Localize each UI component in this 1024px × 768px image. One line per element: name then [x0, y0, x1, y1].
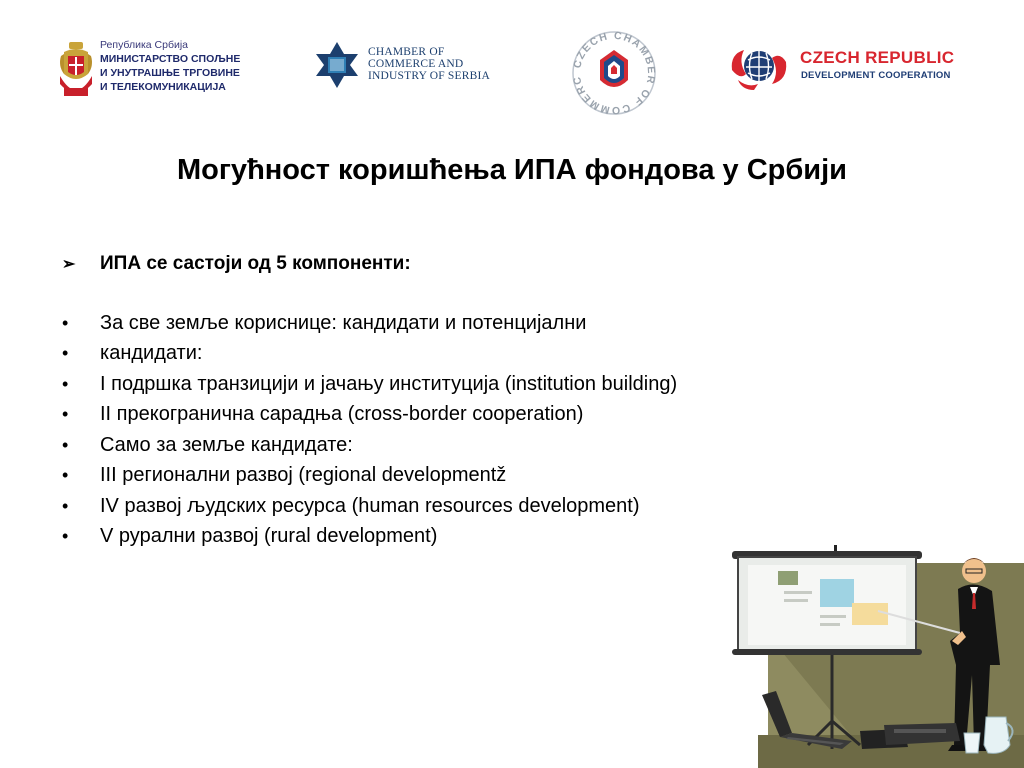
bullet-icon: •: [62, 495, 69, 516]
list-item-text: II прекогранична сарадња (cross-border cooperation): [100, 403, 584, 426]
ministry-logo: [58, 38, 258, 98]
czech-development-logo: [728, 40, 958, 92]
list-item-text: V рурални развој (rural development): [100, 525, 438, 548]
bullet-list: [62, 308, 882, 552]
chamber-serbia-logo: [312, 40, 522, 92]
ministry-line-1: Република Србија: [100, 39, 189, 51]
presenter-illustration: [728, 545, 1024, 768]
list-item: [62, 369, 882, 400]
list-item: [62, 461, 882, 492]
ministry-line-4: И ТЕЛЕКОМУНИКАЦИЈА: [100, 81, 226, 93]
chamber-line-1: CHAMBER OF: [368, 46, 445, 58]
svg-text:CZECH CHAMBER OF COMMERCE: CZECH CHAMBER OF COMMERC: [570, 30, 658, 116]
czech-republic-text: CZECH REPUBLIC: [800, 48, 955, 67]
chamber-serbia-mark-icon: [312, 40, 362, 90]
list-item-text: кандидати:: [100, 342, 203, 365]
development-cooperation-text: DEVELOPMENT COOPERATION: [801, 70, 951, 81]
czech-chamber-logo: [566, 30, 662, 116]
list-item: [62, 400, 882, 431]
list-item: [62, 339, 882, 370]
list-item-text: III регионални развој (regional developmentž: [100, 464, 507, 487]
list-item: [62, 430, 882, 461]
serbian-coat-of-arms-icon: [58, 40, 94, 98]
bullet-icon: •: [62, 373, 69, 394]
lead-text: ИПА се састоји од 5 компоненти:: [100, 253, 411, 274]
bullet-icon: •: [62, 404, 69, 425]
lead-point: [62, 250, 882, 278]
bullet-icon: •: [62, 526, 69, 547]
ministry-line-3: И УНУТРАШЊЕ ТРГОВИНЕ: [100, 67, 240, 79]
chamber-line-2: COMMERCE AND: [368, 58, 464, 70]
chamber-line-3: INDUSTRY OF SERBIA: [368, 70, 491, 82]
list-item-text: За све земље кориснице: кандидати и потенцијални: [100, 311, 587, 334]
bullet-icon: •: [62, 343, 69, 364]
ministry-logo-text: [100, 38, 240, 94]
logo-bar: [0, 30, 1024, 120]
czech-chamber-seal-icon: [566, 30, 662, 116]
bullet-icon: •: [62, 434, 69, 455]
globe-hands-icon: [728, 40, 790, 92]
slide-title: Могућност коришћења ИПА фондова у Србији: [176, 154, 848, 186]
list-item-text: Само за земље кандидате:: [100, 433, 353, 456]
arrow-bullet-icon: ➢: [62, 256, 76, 273]
bullet-icon: •: [62, 312, 69, 333]
list-item: [62, 308, 882, 339]
ministry-line-2: МИНИСТАРСТВО СПОЉНЕ: [100, 53, 241, 65]
list-item: [62, 491, 882, 522]
slide-content: [62, 250, 882, 552]
chamber-serbia-text: [368, 46, 490, 82]
list-item-text: IV развој људских ресурса (human resources development): [100, 494, 640, 517]
list-item-text: I подршка транзицији и јачању институција (institution building): [100, 372, 678, 395]
bullet-icon: •: [62, 465, 69, 486]
